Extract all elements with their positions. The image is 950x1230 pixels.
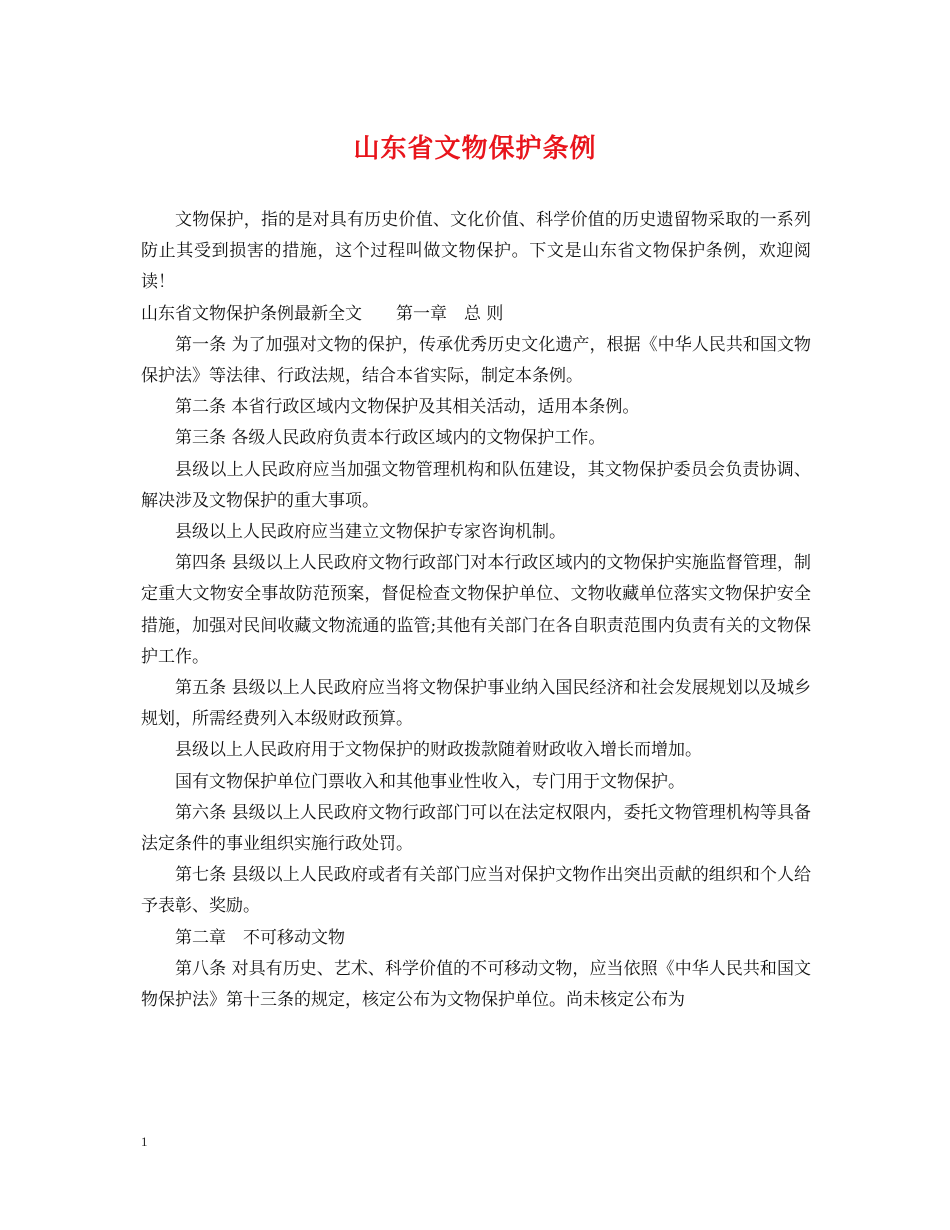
paragraph: 第一条 为了加强对文物的保护，传承优秀历史文化遗产，根据《中华人民共和国文物保护法》等法律、行政法规，结合本省实际，制定本条例。	[141, 334, 811, 387]
paragraph: 第二条 本省行政区域内文物保护及其相关活动，适用本条例。	[175, 397, 640, 418]
paragraph: 第七条 县级以上人民政府或者有关部门应当对保护文物作出突出贡献的组织和个人给予表彰、奖励。	[141, 865, 811, 917]
document-title: 山东省文物保护条例	[353, 134, 597, 164]
chapter-heading: 第二章 不可移动文物	[175, 927, 345, 948]
paragraph: 第八条 对具有历史、艺术、科学价值的不可移动文物，应当依照《中华人民共和国文物保护法》第十三条的规定，核定公布为文物保护单位。尚未核定公布为	[141, 958, 811, 1011]
paragraph: 县级以上人民政府用于文物保护的财政拨款随着财政收入增长而增加。	[175, 740, 702, 761]
paragraph: 第五条 县级以上人民政府应当将文物保护事业纳入国民经济和社会发展规划以及城乡规划，所需经费列入本级财政预算。	[141, 678, 811, 730]
paragraph: 第六条 县级以上人民政府文物行政部门可以在法定权限内，委托文物管理机构等具备法定条件的事业组织实施行政处罚。	[141, 802, 811, 855]
paragraph: 文物保护，指的是对具有历史价值、文化价值、科学价值的历史遗留物采取的一系列防止其受到损害的措施，这个过程叫做文物保护。下文是山东省文物保护条例，欢迎阅读！	[141, 210, 811, 293]
paragraph: 山东省文物保护条例最新全文 第一章 总 则	[141, 303, 504, 324]
paragraph: 第三条 各级人民政府负责本行政区域内的文物保护工作。	[175, 428, 606, 449]
document-body	[141, 205, 811, 1016]
paragraph: 县级以上人民政府应当加强文物管理机构和队伍建设，其文物保护委员会负责协调、解决涉及文物保护的重大事项。	[141, 459, 811, 511]
paragraph: 县级以上人民政府应当建立文物保护专家咨询机制。	[175, 522, 566, 543]
page-number: 1	[141, 1134, 148, 1149]
paragraph: 第四条 县级以上人民政府文物行政部门对本行政区域内的文物保护实施监督管理，制定重大文物安全事故防范预案，督促检查文物保护单位、文物收藏单位落实文物保护安全措施，加强对民间收藏文物流通的监管;其他有关部门在各自职责范围内负责有关的文物保护工作。	[141, 553, 811, 667]
paragraph: 国有文物保护单位门票收入和其他事业性收入，专门用于文物保护。	[175, 771, 685, 792]
